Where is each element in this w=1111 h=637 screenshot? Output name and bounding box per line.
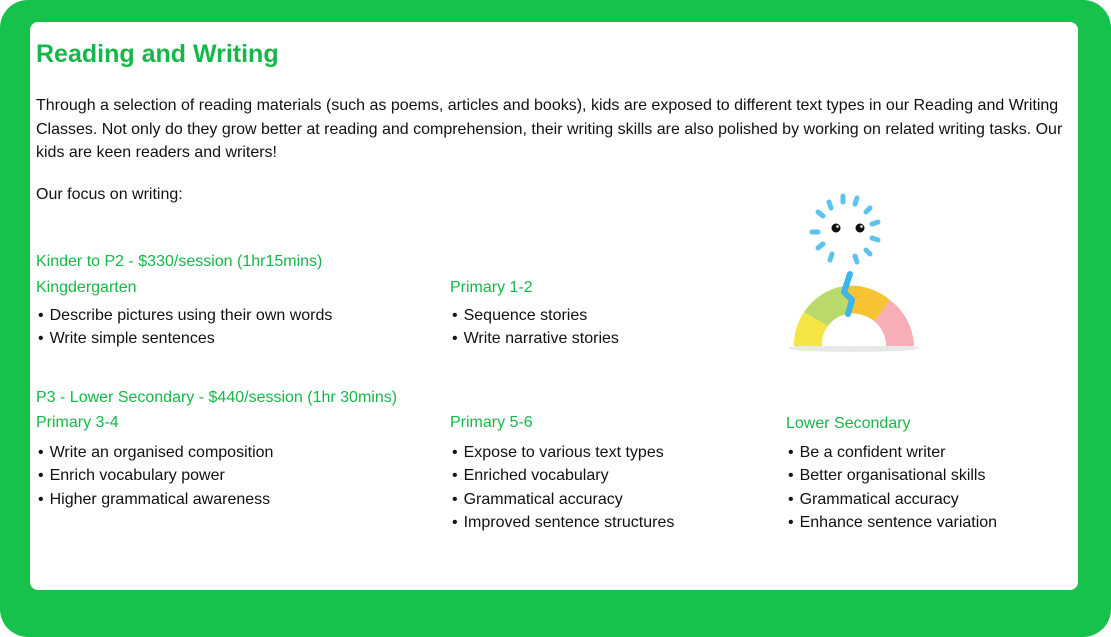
- group-label-primary-5-6: Primary 5-6: [450, 414, 533, 431]
- lower-secondary-list: [788, 441, 997, 534]
- kindergarten-list: [38, 304, 332, 351]
- list-item: • Write narrative stories: [452, 327, 619, 350]
- list-item: • Describe pictures using their own words: [38, 304, 332, 327]
- list-item: • Write an organised composition: [38, 441, 273, 464]
- list-item: • Enhance sentence variation: [788, 511, 997, 534]
- group-label-kindergarten: Kingdergarten: [36, 279, 137, 296]
- focus-label: Our focus on writing:: [36, 186, 183, 203]
- list-item: • Higher grammatical awareness: [38, 488, 273, 511]
- list-item: • Grammatical accuracy: [452, 488, 674, 511]
- group-label-lower-secondary: Lower Secondary: [786, 415, 911, 432]
- tier1-heading: Kinder to P2 - $330/session (1hr15mins): [36, 253, 323, 270]
- list-item: • Grammatical accuracy: [788, 488, 997, 511]
- list-item: • Better organisational skills: [788, 464, 997, 487]
- primary-1-2-list: [452, 304, 619, 351]
- group-label-primary-3-4: Primary 3-4: [36, 414, 119, 431]
- tier2-heading: P3 - Lower Secondary - $440/session (1hr 30mins): [36, 389, 398, 406]
- list-item: • Sequence stories: [452, 304, 619, 327]
- list-item: • Write simple sentences: [38, 327, 332, 350]
- idea-spark-gauge-icon: [782, 188, 928, 354]
- primary-3-4-list: [38, 441, 273, 511]
- list-item: • Enrich vocabulary power: [38, 464, 273, 487]
- page-title: Reading and Writing: [36, 40, 279, 68]
- list-item: • Improved sentence structures: [452, 511, 674, 534]
- group-label-primary-1-2: Primary 1-2: [450, 279, 533, 296]
- list-item: • Expose to various text types: [452, 441, 674, 464]
- list-item: • Enriched vocabulary: [452, 464, 674, 487]
- primary-5-6-list: [452, 441, 674, 534]
- list-item: • Be a confident writer: [788, 441, 997, 464]
- intro-paragraph: Through a selection of reading materials (such as poems, articles and books), kids are exposed to different text types in our Reading and Writing Classes. Not only do they grow better at reading and comprehension, their writing skills are also polished by working on related writing tasks. Our kids are keen readers and writers!: [36, 97, 1063, 161]
